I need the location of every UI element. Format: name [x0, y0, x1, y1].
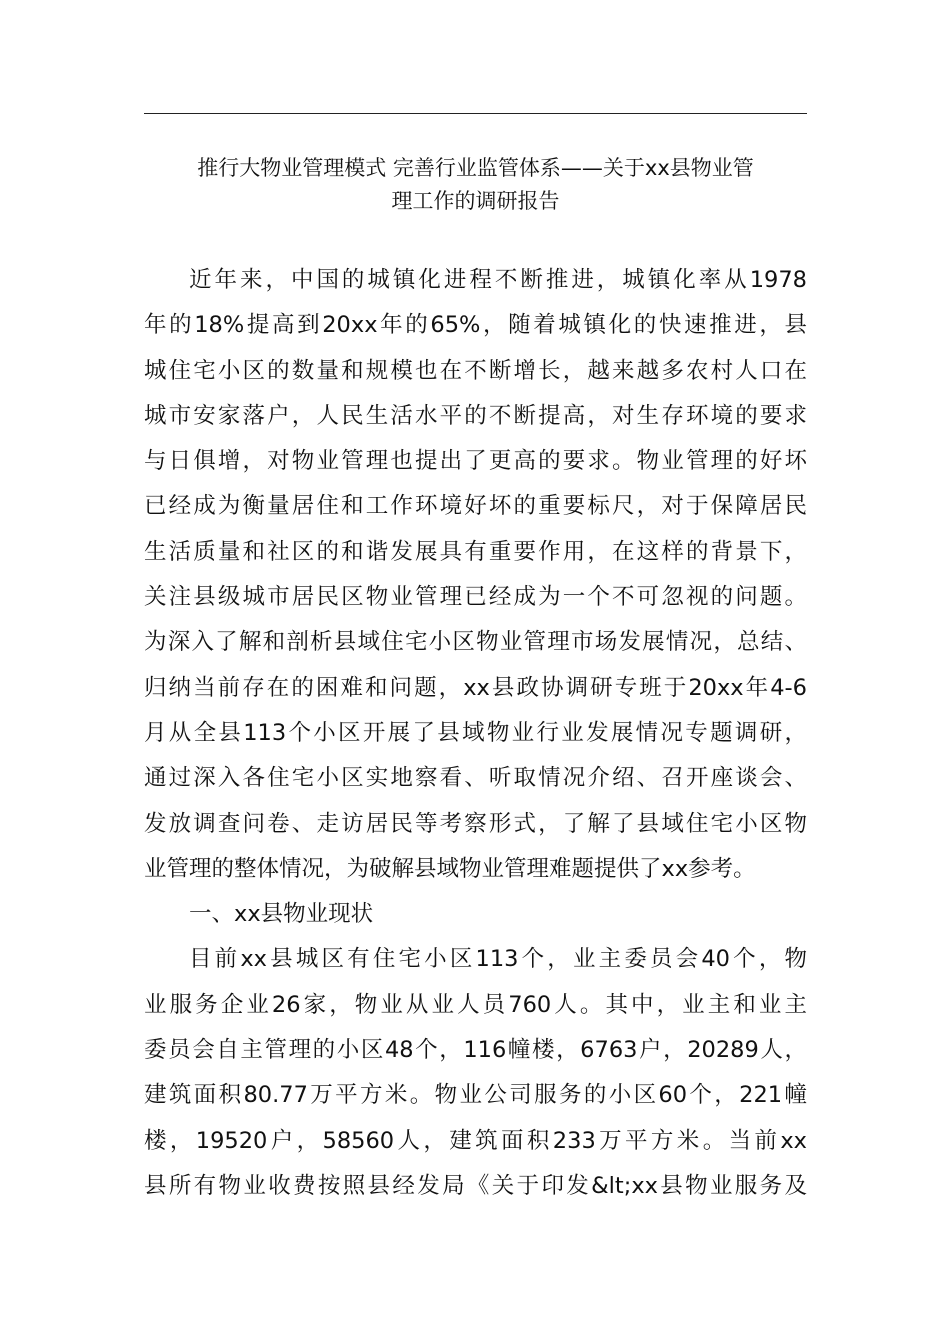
intro-line-5: 与日俱增，对物业管理也提出了更高的要求。物业管理的好坏	[144, 448, 807, 475]
intro-line-8: 关注县级城市居民区物业管理已经成为一个不可忽视的问题。	[144, 584, 807, 611]
intro-line-13: 发放调查问卷、走访居民等考察形式，了解了县域住宅小区物	[144, 810, 807, 837]
status-paragraph	[144, 937, 807, 1209]
status-line-6: 县所有物业收费按照县经发局《关于印发&lt;xx县物业服务及	[144, 1172, 807, 1199]
intro-line-2: 年的18%提高到20xx年的65%，随着城镇化的快速推进，县	[144, 312, 807, 339]
intro-line-4: 城市安家落户，人民生活水平的不断提高，对生存环境的要求	[144, 402, 807, 429]
intro-line-7: 生活质量和社区的和谐发展具有重要作用，在这样的背景下，	[144, 538, 807, 565]
status-line-4: 建筑面积80.77万平方米。物业公司服务的小区60个，221幢	[144, 1082, 807, 1109]
title-line-1: 推行大物业管理模式 完善行业监管体系——关于xx县物业管	[197, 156, 754, 180]
header-rule	[144, 113, 807, 114]
intro-paragraph	[144, 258, 807, 892]
intro-line-12: 通过深入各住宅小区实地察看、听取情况介绍、召开座谈会、	[144, 765, 807, 792]
status-line-3: 委员会自主管理的小区48个，116幢楼，6763户，20289人，	[144, 1037, 807, 1064]
intro-line-11: 月从全县113个小区开展了县域物业行业发展情况专题调研，	[144, 719, 807, 746]
status-line-1: 目前xx县城区有住宅小区113个，业主委员会40个，物	[189, 946, 807, 973]
intro-line-9: 为深入了解和剖析县域住宅小区物业管理市场发展情况，总结、	[144, 629, 807, 656]
title-line-2: 理工作的调研报告	[391, 189, 560, 213]
section-heading	[144, 892, 807, 937]
section-heading-text: 一、xx县物业现状	[189, 901, 374, 928]
intro-line-10: 归纳当前存在的困难和问题，xx县政协调研专班于20xx年4-6	[144, 674, 807, 701]
document-body	[144, 258, 807, 1209]
status-line-5: 楼，19520户，58560人，建筑面积233万平方米。当前xx	[144, 1127, 807, 1154]
status-line-2: 业服务企业26家，物业从业人员760人。其中，业主和业主	[144, 991, 807, 1018]
intro-line-14: 业管理的整体情况，为破解县域物业管理难题提供了xx参考。	[144, 855, 756, 882]
intro-line-6: 已经成为衡量居住和工作环境好坏的重要标尺，对于保障居民	[144, 493, 807, 520]
intro-line-1: 近年来，中国的城镇化进程不断推进，城镇化率从1978	[189, 267, 807, 293]
intro-line-3: 城住宅小区的数量和规模也在不断增长，越来越多农村人口在	[144, 357, 807, 384]
document-title	[144, 152, 807, 218]
